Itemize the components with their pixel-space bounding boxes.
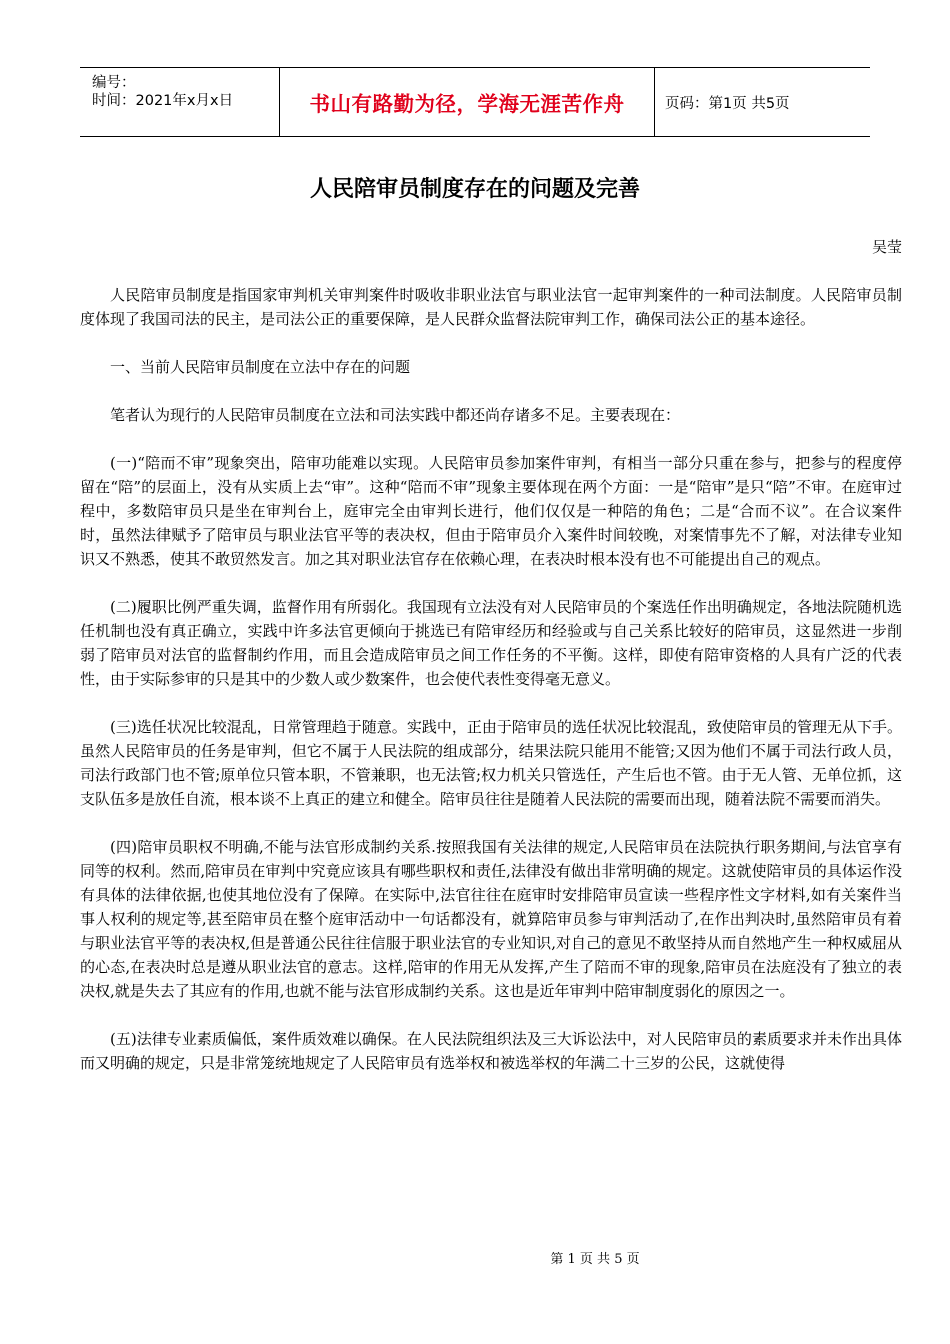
serial-number-label: 编号：: [92, 75, 136, 91]
paragraph-intro: 人民陪审员制度是指国家审判机关审判案件时吸收非职业法官与职业法官一起审判案件的一种司法制度。人民陪审员制度体现了我国司法的民主，是司法公正的重要保障，是人民群众监督法院审判工作，确保司法公正的基本途径。: [80, 286, 902, 328]
paragraph-point-4: (四)陪审员职权不明确,不能与法官形成制约关系.按照我国有关法律的规定,人民陪审员在法院执行职务期间,与法官享有同等的权利。然而,陪审员在审判中究竟应该具有哪些职权和责任,法律没有做出非常明确的规定。这就使陪审员的具体运作没有具体的法律依据,也使其地位没有了保障。在实际中,法官往往在庭审时安排陪审员宣读一些程序性文字材料,如有关案件当事人权利的规定等,甚至陪审员在整个庭审活动中一句话都没有，就算陪审员参与审判活动了,在作出判决时,虽然陪审员有着与职业法官平等的表决权,但是普通公民往往信服于职业法官的专业知识,对自己的意见不敢坚持从而自然地产生一种权威屈从的心态,在表决时总是遵从职业法官的意志。这样,陪审的作用无从发挥,产生了陪而不审的现象,陪审员在法庭没有了独立的表决权,就是失去了其应有的作用,也就不能与法官形成制约关系。这也是近年审判中陪审制度弱化的原因之一。: [80, 838, 902, 1000]
author-name: 吴莹: [871, 238, 902, 256]
document-title: 人民陪审员制度存在的问题及完善: [309, 177, 640, 202]
paragraph-summary: 笔者认为现行的人民陪审员制度在立法和司法实践中都还尚存诸多不足。主要表现在：: [110, 406, 681, 424]
time-label: 时间：2021年x月x日: [92, 93, 234, 109]
paragraph-point-5: (五)法律专业素质偏低，案件质效难以确保。在人民法院组织法及三大诉讼法中，对人民陪审员的素质要求并未作出具体而又明确的规定，只是非常笼统地规定了人民陪审员有选举权和被选举权的年满二十三岁的公民，这就使得: [80, 1030, 902, 1072]
page-header: [80, 67, 870, 137]
section-heading: 一、当前人民陪审员制度在立法中存在的问题: [110, 358, 411, 376]
paragraph-point-3: (三)选任状况比较混乱，日常管理趋于随意。实践中，正由于陪审员的选任状况比较混乱，致使陪审员的管理无从下手。虽然人民陪审员的任务是审判，但它不属于人民法院的组成部分，结果法院只能用不能管;又因为他们不属于司法行政人员，司法行政部门也不管;原单位只管本职，不管兼职，也无法管;权力机关只管选任，产生后也不管。由于无人管、无单位抓，这支队伍多是放任自流，根本谈不上真正的建立和健全。陪审员往往是随着人民法院的需要而出现，随着法院不需要而消失。: [80, 718, 902, 808]
paragraph-point-1: (一)“陪而不审”现象突出，陪审功能难以实现。人民陪审员参加案件审判，有相当一部分只重在参与，把参与的程度停留在“陪”的层面上，没有从实质上去“审”。这种“陪而不审”现象主要体现在两个方面：一是“陪审”是只“陪”不审。在庭审过程中，多数陪审员只是坐在审判台上，庭审完全由审判长进行，他们仅仅是一种陪的角色；二是“合而不议”。在合议案件时，虽然法律赋予了陪审员与职业法官平等的表决权，但由于陪审员介入案件时间较晚，对案情事先不了解，对法律专业知识又不熟悉，使其不敢贸然发言。加之其对职业法官存在依赖心理，在表决时根本没有也不可能提出自己的观点。: [80, 454, 902, 568]
header-page-info: 页码：第1页 共5页: [665, 95, 790, 112]
header-meta: [80, 68, 280, 136]
paragraph-point-2: (二)履职比例严重失调，监督作用有所弱化。我国现有立法没有对人民陪审员的个案选任作出明确规定，各地法院随机选任机制也没有真正确立，实践中许多法官更倾向于挑选已有陪审经历和经验或与自己关系比较好的陪审员，这显然进一步削弱了陪审员对法官的监督制约作用，而且会造成陪审员之间工作任务的不平衡。这样，即使有陪审资格的人具有广泛的代表性，由于实际参审的只是其中的少数人或少数案件，也会使代表性变得毫无意义。: [80, 598, 902, 688]
document-body: [80, 283, 902, 1099]
header-motto: 书山有路勤为径，学海无涯苦作舟: [280, 68, 655, 136]
page-footer: 第 1 页 共 5 页: [550, 1252, 640, 1267]
